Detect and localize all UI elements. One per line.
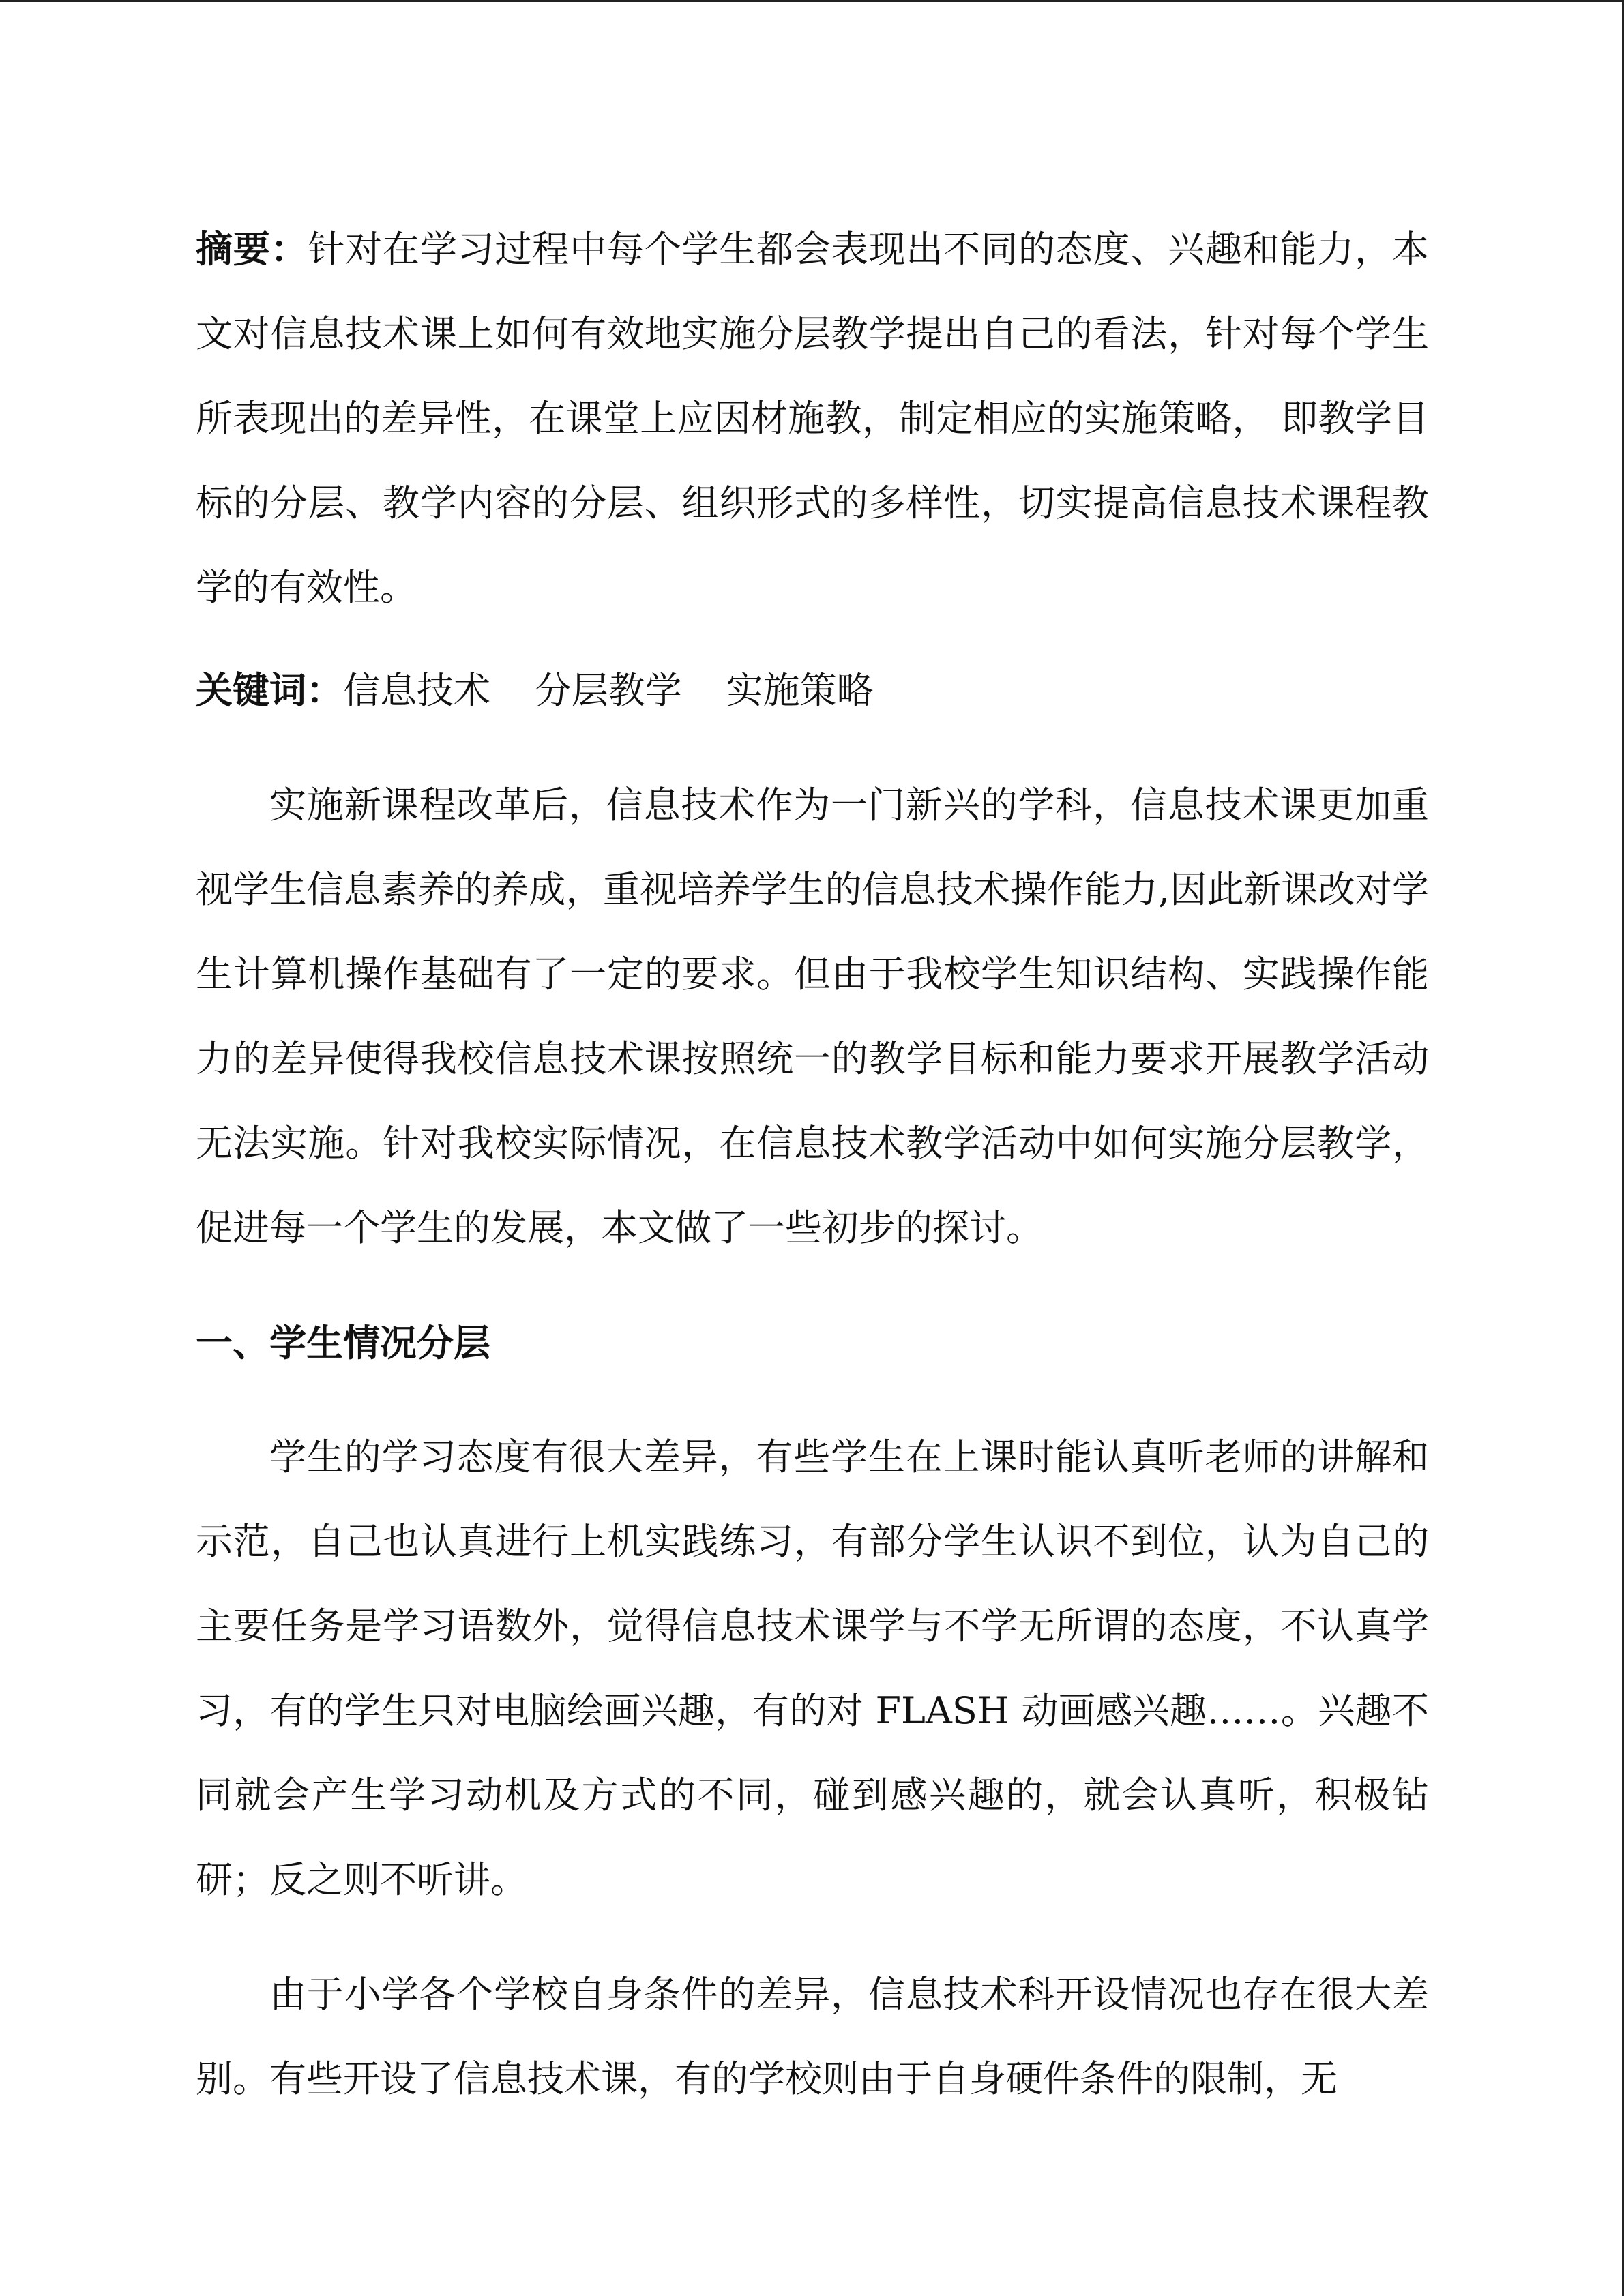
document-content (196, 207, 1429, 2121)
body-paragraph: 学生的学习态度有很大差异，有些学生在上课时能认真听老师的讲解和示范，自己也认真进行上机实践练习，有部分学生认识不到位，认为自己的主要任务是学习语数外，觉得信息技术课学与不学无所谓的态度，不认真学习，有的学生只对电脑绘画兴趣，有的对 FLASH 动画感兴趣……。兴趣不同就会产生学习动机及方式的不同，碰到感兴趣的，就会认真听，积极钻研；反之则不听讲。 (196, 1435, 1429, 1901)
keyword-item: 信息技术 (343, 669, 490, 712)
abstract-text: 针对在学习过程中每个学生都会表现出不同的态度、兴趣和能力，本文对信息技术课上如何有效地实施分层教学提出自己的看法，针对每个学生所表现出的差异性，在课堂上应因材施教，制定相应的实施策略， 即教学目标的分层、教学内容的分层、组织形式的多样性，切实提高信息技术课程教学的有效性。 (196, 228, 1429, 609)
section-heading: 一、学生情况分层 (196, 1321, 490, 1365)
intro-paragraph: 实施新课程改革后，信息技术作为一门新兴的学科，信息技术课更加重视学生信息素养的养成，重视培养学生的信息技术操作能力,因此新课改对学生计算机操作基础有了一定的要求。但由于我校学生知识结构、实践操作能力的差异使得我校信息技术课按照统一的教学目标和能力要求开展教学活动无法实施。针对我校实际情况，在信息技术教学活动中如何实施分层教学，促进每一个学生的发展，本文做了一些初步的探讨。 (196, 784, 1429, 1249)
keywords-label: 关键词： (196, 668, 343, 712)
abstract-paragraph (196, 207, 1429, 630)
keywords-paragraph (196, 648, 1429, 733)
body-paragraph: 由于小学各个学校自身条件的差异，信息技术科开设情况也存在很大差别。有些开设了信息技术课，有的学校则由于自身硬件条件的限制，无 (196, 1973, 1429, 2100)
keyword-item: 实施策略 (726, 669, 874, 712)
abstract-label: 摘要： (196, 227, 308, 271)
keyword-item: 分层教学 (534, 669, 682, 712)
